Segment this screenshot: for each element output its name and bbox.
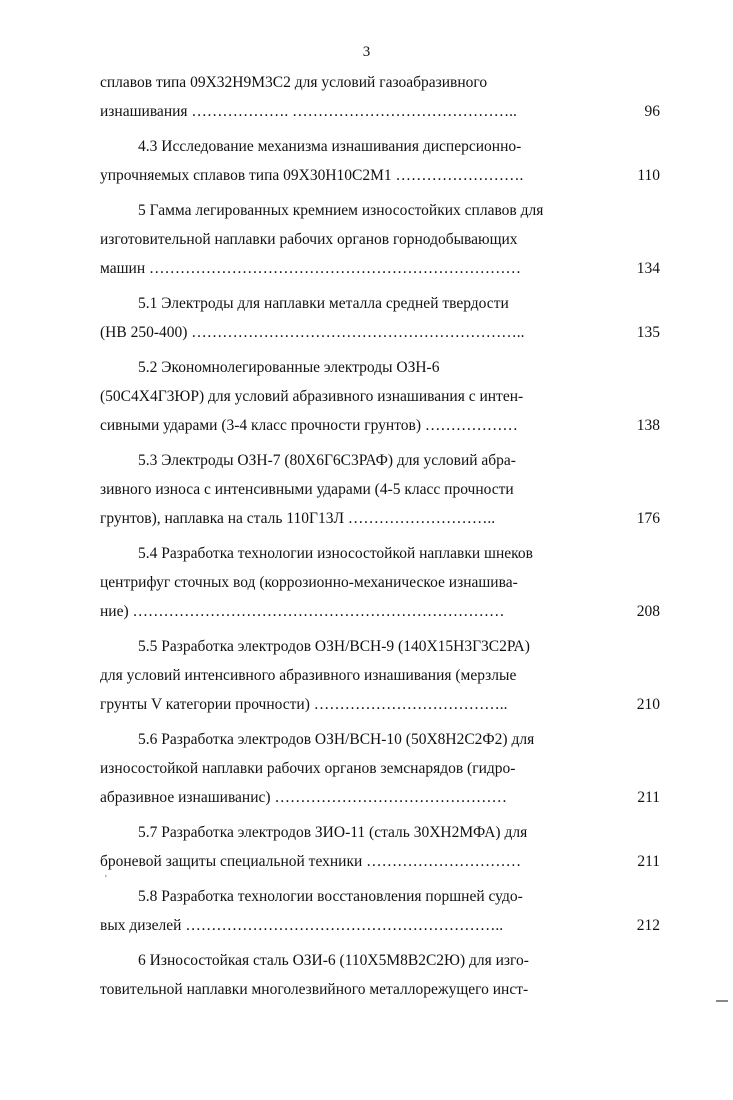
toc-entry bbox=[100, 132, 660, 190]
toc-entry-line: 5.4 Разработка технологии износостойкой наплавки шнеков bbox=[138, 545, 533, 562]
scan-speck bbox=[716, 1000, 728, 1002]
toc-entry-line: грунты V категории прочности) ……………………………….. bbox=[100, 696, 508, 713]
toc-entry-line: сплавов типа 09Х32Н9М3С2 для условий газоабразивного bbox=[100, 74, 488, 91]
toc-entry-page: 135 bbox=[636, 324, 660, 341]
toc-entry-line: изнашивания ………………. …………………………………….. bbox=[100, 103, 517, 120]
toc-entry-line: 5.8 Разработка технологии восстановления поршней судо- bbox=[138, 888, 523, 905]
toc-entry-page: 110 bbox=[637, 167, 660, 184]
toc-entry-line: (НВ 250-400) ……………………………………………………….. bbox=[100, 324, 525, 341]
toc-entry-line: для условий интенсивного абразивного изнашивания (мерзлые bbox=[100, 667, 517, 684]
toc-entry bbox=[100, 353, 660, 440]
toc-entry-page: 134 bbox=[636, 260, 660, 277]
toc-entry-page: 212 bbox=[636, 917, 660, 934]
toc-entry-line: 5.1 Электроды для наплавки металла средней твердости bbox=[138, 295, 509, 312]
toc-entry-line: зивного износа с интенсивными ударами (4-5 класс прочности bbox=[100, 481, 514, 498]
toc-entry bbox=[100, 725, 660, 812]
toc-entry-line: броневой защиты специальной техники ………………………… bbox=[100, 853, 522, 870]
toc-entry-line: изготовительной наплавки рабочих органов горнодобывающих bbox=[100, 231, 518, 248]
toc-entry-line: 5.7 Разработка электродов ЗИО-11 (сталь 30ХН2МФА) для bbox=[138, 824, 528, 841]
page-number: 3 bbox=[362, 44, 371, 60]
toc-entry-line: 5.2 Экономнолегированные электроды ОЗН-6 bbox=[138, 359, 440, 376]
toc-entry bbox=[100, 196, 660, 283]
toc-entry bbox=[100, 818, 660, 876]
toc-entry bbox=[100, 946, 660, 1004]
toc-entry-line: абразивное изнашиванис) ……………………………………… bbox=[100, 789, 507, 806]
toc-entry-line: упрочняемых сплавов типа 09Х30Н10С2М1 ……………………. bbox=[100, 167, 524, 184]
scan-mark: ' bbox=[105, 874, 107, 885]
toc-entry-line: 5.5 Разработка электродов ОЗН/ВСН-9 (140Х15Н3Г3С2РА) bbox=[138, 638, 530, 655]
toc-entry-page: 208 bbox=[636, 603, 660, 620]
toc-entry-line: износостойкой наплавки рабочих органов земснарядов (гидро- bbox=[100, 760, 516, 777]
toc-entry bbox=[100, 289, 660, 347]
toc-entry bbox=[100, 68, 660, 126]
toc-entry-page: 176 bbox=[636, 510, 660, 527]
toc-entry-line: грунтов), наплавка на сталь 110Г13Л ……………………….. bbox=[100, 510, 496, 527]
toc-entry-line: центрифуг сточных вод (коррозионно-механическое изнашива- bbox=[100, 574, 518, 591]
toc-entry-line: вых дизелей …………………………………………………….. bbox=[100, 917, 504, 934]
toc-entry bbox=[100, 632, 660, 719]
toc-entry-line: сивными ударами (3-4 класс прочности грунтов) ……………… bbox=[100, 417, 518, 434]
toc-entry-page: 210 bbox=[636, 696, 660, 713]
toc-entry-line: 5.6 Разработка электродов ОЗН/ВСН-10 (50Х8Н2С2Ф2) для bbox=[138, 731, 535, 748]
toc-entry-page: 96 bbox=[644, 103, 660, 120]
toc-entry bbox=[100, 446, 660, 533]
table-of-contents bbox=[100, 68, 660, 1004]
toc-entry-line: ние) ……………………………………………………………… bbox=[100, 603, 505, 620]
toc-entry-page: 138 bbox=[636, 417, 660, 434]
toc-entry-line: 4.3 Исследование механизма изнашивания дисперсионно- bbox=[138, 138, 522, 155]
toc-entry-line: 5.3 Электроды ОЗН-7 (80Х6Г6С3РАФ) для условий абра- bbox=[138, 452, 516, 469]
toc-entry bbox=[100, 882, 660, 940]
toc-entry-page: 211 bbox=[637, 853, 660, 870]
toc-entry-line: 5 Гамма легированных кремнием износостойких сплавов для bbox=[138, 202, 544, 219]
toc-entry-line: товительной наплавки многолезвийного металлорежущего инст- bbox=[100, 981, 529, 998]
toc-entry bbox=[100, 539, 660, 626]
toc-entry-page: 211 bbox=[637, 789, 660, 806]
toc-entry-line: машин ……………………………………………………………… bbox=[100, 260, 521, 277]
toc-entry-line: (50С4Х4Г3ЮР) для условий абразивного изнашивания с интен- bbox=[100, 388, 524, 405]
toc-entry-line: 6 Износостойкая сталь ОЗИ-6 (110Х5М8В2С2Ю) для изго- bbox=[138, 952, 529, 969]
